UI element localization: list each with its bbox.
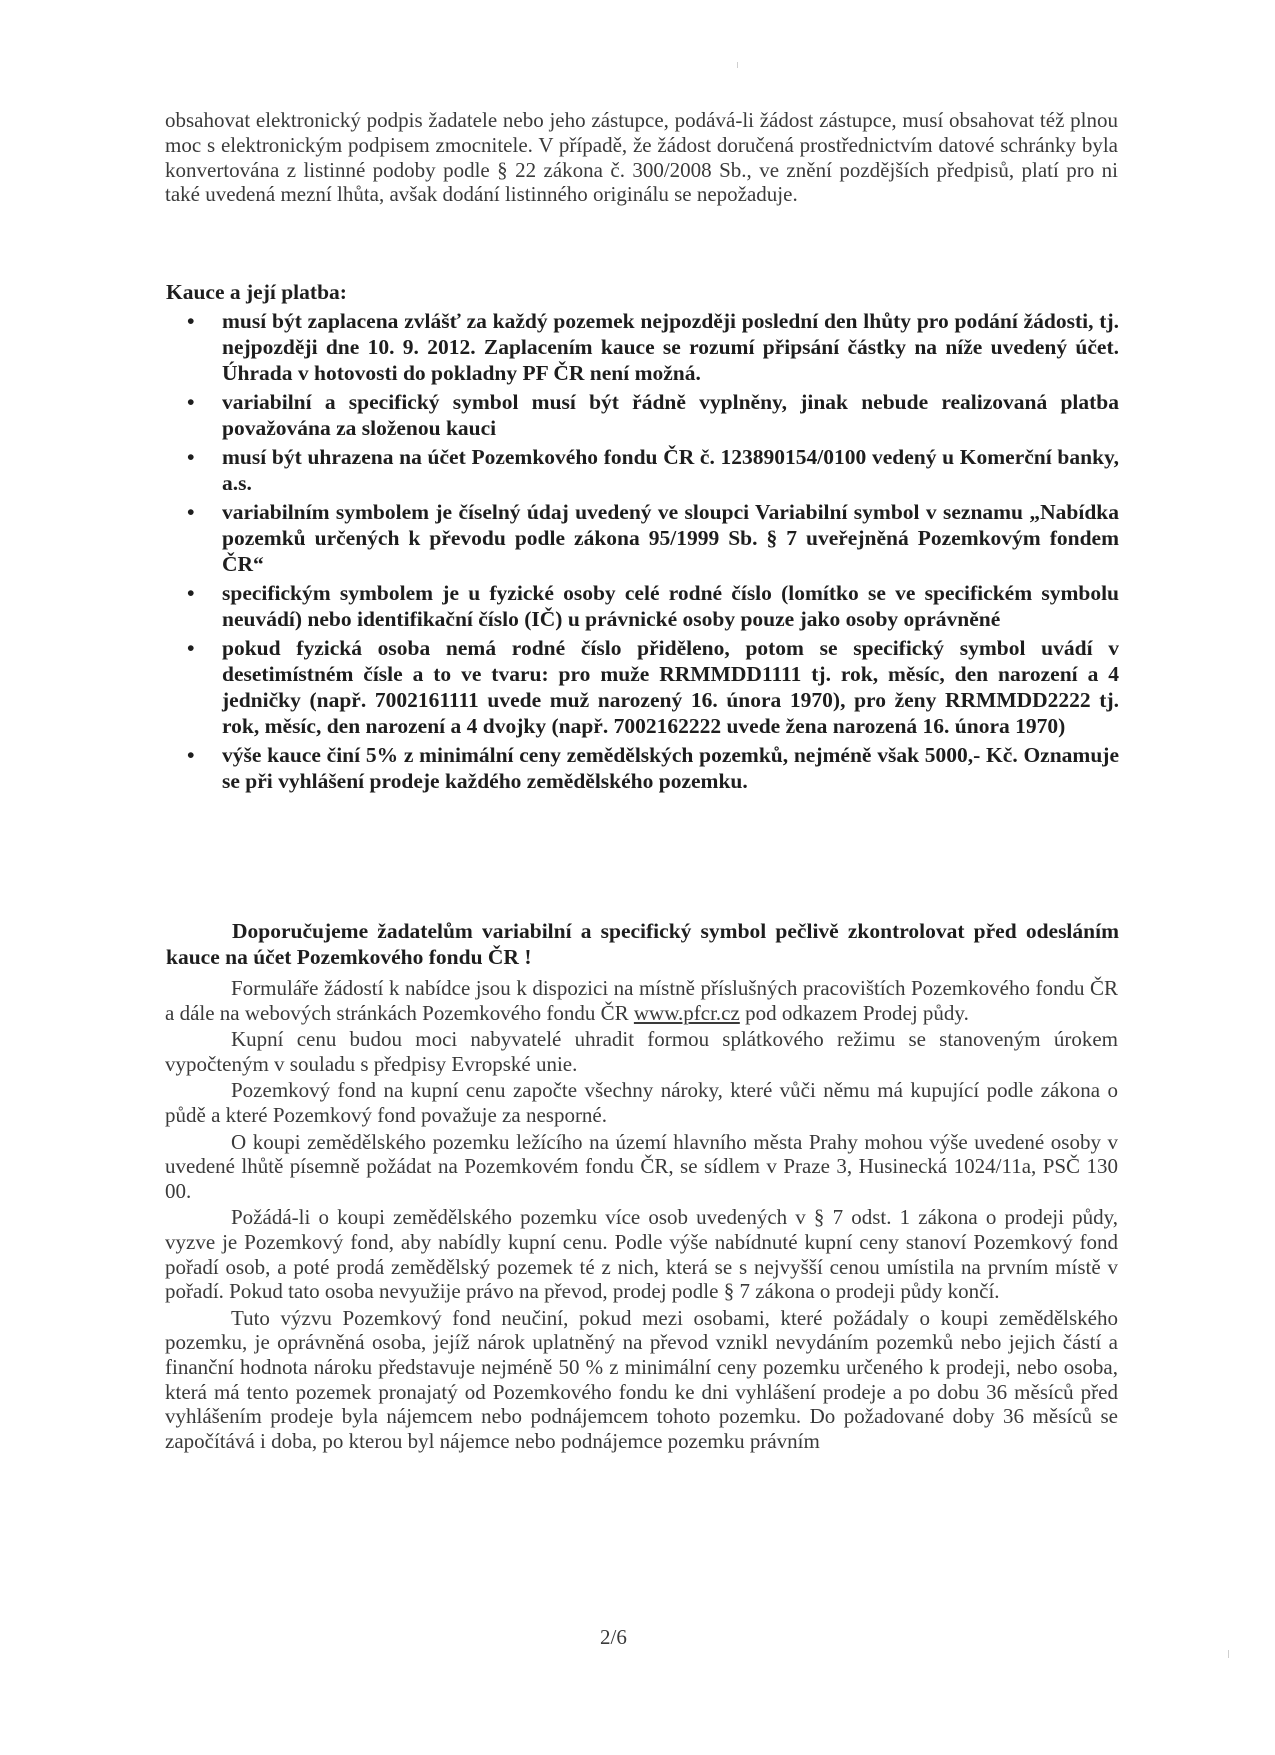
- bullet-icon: •: [187, 636, 195, 660]
- list-item: [166, 635, 1119, 739]
- list-item-text: výše kauce činí 5% z minimální ceny zemědělských pozemků, nejméně však 5000,- Kč. Oznamuje se při vyhlášení prodeje každého zemědělského pozemku.: [222, 743, 1119, 793]
- list-item: [166, 444, 1119, 496]
- list-item: [166, 389, 1119, 441]
- deposit-heading: Kauce a její platba:: [166, 280, 347, 304]
- bullet-icon: •: [187, 309, 195, 333]
- list-item: [166, 308, 1119, 386]
- bullet-icon: •: [187, 743, 195, 767]
- list-item-text: pokud fyzická osoba nemá rodné číslo přiděleno, potom se specifický symbol uvádí v desetimístném čísle a to ve tvaru: pro muže RRMMDD1111 tj. rok, měsíc, den narození a 4 jedničky (např. 7002161111 uvede muž narozený 16. února 1970), pro ženy RRMMDD2222 tj. rok, měsíc, den narození a 4 dvojky (např. 7002162222 uvede žena narozená 16. února 1970): [222, 636, 1119, 738]
- multiple-applicants-paragraph: Požádá-li o koupi zemědělského pozemku více osob uvedených v § 7 odst. 1 zákona o prodeji půdy, vyzve je Pozemkový fond, aby nabídly kupní cenu. Podle výše nabídnuté kupní ceny stanoví Pozemkový fond pořadí osob, a poté prodá zemědělský pozemek té z nich, která se s nejvyšší cenou umístila na prvním místě v pořadí. Pokud tato osoba nevyužije právo na převod, prodej podle § 7 zákona o prodeji půdy končí.: [165, 1205, 1118, 1304]
- list-item: [166, 499, 1119, 577]
- deposit-rules-list: [166, 308, 1119, 797]
- forms-paragraph: [165, 976, 1118, 1025]
- pfcr-website-link[interactable]: www.pfcr.cz: [633, 1000, 740, 1025]
- scan-speck: [1228, 1650, 1229, 1658]
- list-item-text: variabilním symbolem je číselný údaj uvedený ve sloupci Variabilní symbol v seznamu „Nabídka pozemků určených k převodu podle zákona 95/1999 Sb. § 7 uveřejněná Pozemkovým fondem ČR“: [222, 500, 1119, 576]
- bullet-icon: •: [187, 445, 195, 469]
- list-item-text: variabilní a specifický symbol musí být řádně vyplněny, jinak nebude realizovaná platba považována za složenou kauci: [222, 390, 1119, 440]
- body-paragraphs: [165, 976, 1118, 1455]
- bullet-icon: •: [187, 500, 195, 524]
- list-item-text: specifickým symbolem je u fyzické osoby celé rodné číslo (lomítko se ve specifickém symbolu neuvádí) nebo identifikační číslo (IČ) u právnické osoby pouze jako osoby oprávněné: [222, 581, 1119, 631]
- list-item: [166, 742, 1119, 794]
- exceptions-paragraph: Tuto výzvu Pozemkový fond neučiní, pokud mezi osobami, které požádaly o koupi zemědělského pozemku, je oprávněná osoba, jejíž nárok uplatněný na převod vznikl nevydáním pozemků nebo jejich částí a finanční hodnota nároku představuje nejméně 50 % z minimální ceny pozemku určeného k prodeji, nebo osoba, která má tento pozemek pronajatý od Pozemkového fondu ke dni vyhlášení prodeje a po dobu 36 měsíců před vyhlášením prodeje byla nájemcem nebo podnájemcem tohoto pozemku. Do požadované doby 36 měsíců se započítává i doba, po kterou byl nájemce nebo podnájemce pozemku právním: [165, 1305, 1118, 1453]
- bullet-icon: •: [187, 581, 195, 605]
- page-number: 2/6: [600, 1625, 627, 1649]
- payment-paragraph: Kupní cenu budou moci nabyvatelé uhradit formou splátkového režimu se stanoveným úrokem vypočteným v souladu s předpisy Evropské unie.: [165, 1027, 1118, 1076]
- forms-text-end: pod odkazem Prodej půdy.: [739, 1000, 969, 1025]
- claims-paragraph: Pozemkový fond na kupní cenu započte všechny nároky, které vůči němu má kupující podle zákona o půdě a které Pozemkový fond považuje za nesporné.: [165, 1078, 1118, 1127]
- recommendation-note: Doporučujeme žadatelům variabilní a specifický symbol pečlivě zkontrolovat před odesláním kauce na účet Pozemkového fondu ČR !: [166, 919, 1119, 969]
- list-item: [166, 580, 1119, 632]
- intro-paragraph: obsahovat elektronický podpis žadatele nebo jeho zástupce, podává-li žádost zástupce, musí obsahovat též plnou moc s elektronickým podpisem zmocnitele. V případě, že žádost doručená prostřednictvím datové schránky byla konvertována z listinné podoby podle § 22 zákona č. 300/2008 Sb., ve znění pozdějších předpisů, platí pro ni také uvedená mezní lhůta, avšak dodání listinného originálu se nepožaduje.: [165, 108, 1118, 207]
- forms-text: Formuláře žádostí k nabídce jsou k dispozici na místně příslušných pracovištích Pozemkového fondu ČR a dále na webových stránkách Pozemkového fondu ČR: [165, 976, 1118, 1025]
- list-item-text: musí být uhrazena na účet Pozemkového fondu ČR č. 123890154/0100 vedený u Komerční banky, a.s.: [222, 445, 1119, 495]
- list-item-text: musí být zaplacena zvlášť za každý pozemek nejpozději poslední den lhůty pro podání žádosti, tj. nejpozději dne 10. 9. 2012. Zaplacením kauce se rozumí připsání částky na níže uvedený účet. Úhrada v hotovosti do pokladny PF ČR není možná.: [222, 309, 1119, 385]
- prague-paragraph: O koupi zemědělského pozemku ležícího na území hlavního města Prahy mohou výše uvedené osoby v uvedené lhůtě písemně požádat na Pozemkovém fondu ČR, se sídlem v Praze 3, Husinecká 1024/11a, PSČ 130 00.: [165, 1129, 1118, 1203]
- bullet-icon: •: [187, 390, 195, 414]
- scan-speck: [737, 62, 738, 68]
